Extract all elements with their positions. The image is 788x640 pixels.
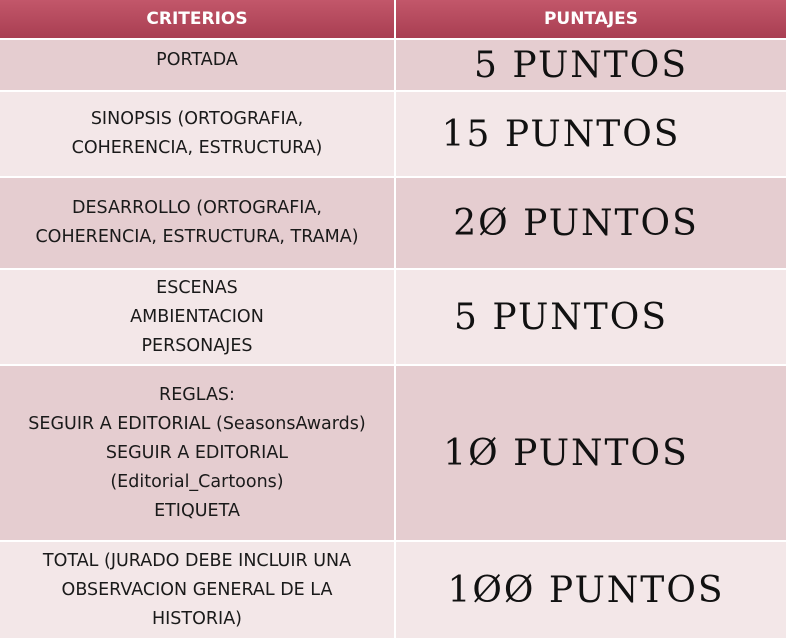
criterio-desarrollo: DESARROLLO (ORTOGRAFIA, COHERENCIA, ESTRUCTURA, TRAMA)	[0, 178, 396, 270]
puntaje-sinopsis: 15 PUNTOS	[396, 92, 788, 178]
puntaje-desarrollo: 2Ø PUNTOS	[396, 178, 788, 270]
puntaje-total: 1ØØ PUNTOS	[396, 542, 788, 640]
puntaje-reglas: 1Ø PUNTOS	[396, 366, 788, 542]
puntaje-portada: 5 PUNTOS	[396, 40, 788, 92]
header-criterios: CRITERIOS	[0, 0, 396, 40]
puntaje-escenas: 5 PUNTOS	[396, 270, 788, 366]
criterio-total: TOTAL (JURADO DEBE INCLUIR UNA OBSERVACION GENERAL DE LA HISTORIA)	[0, 542, 396, 640]
criterio-reglas: REGLAS: SEGUIR A EDITORIAL (SeasonsAwards) SEGUIR A EDITORIAL (Editorial_Cartoons) ETIQUETA	[0, 366, 396, 542]
header-puntajes: PUNTAJES	[396, 0, 788, 40]
criterio-portada: PORTADA	[0, 40, 396, 92]
criterio-sinopsis: SINOPSIS (ORTOGRAFIA, COHERENCIA, ESTRUCTURA)	[0, 92, 396, 178]
criterio-escenas: ESCENAS AMBIENTACION PERSONAJES	[0, 270, 396, 366]
